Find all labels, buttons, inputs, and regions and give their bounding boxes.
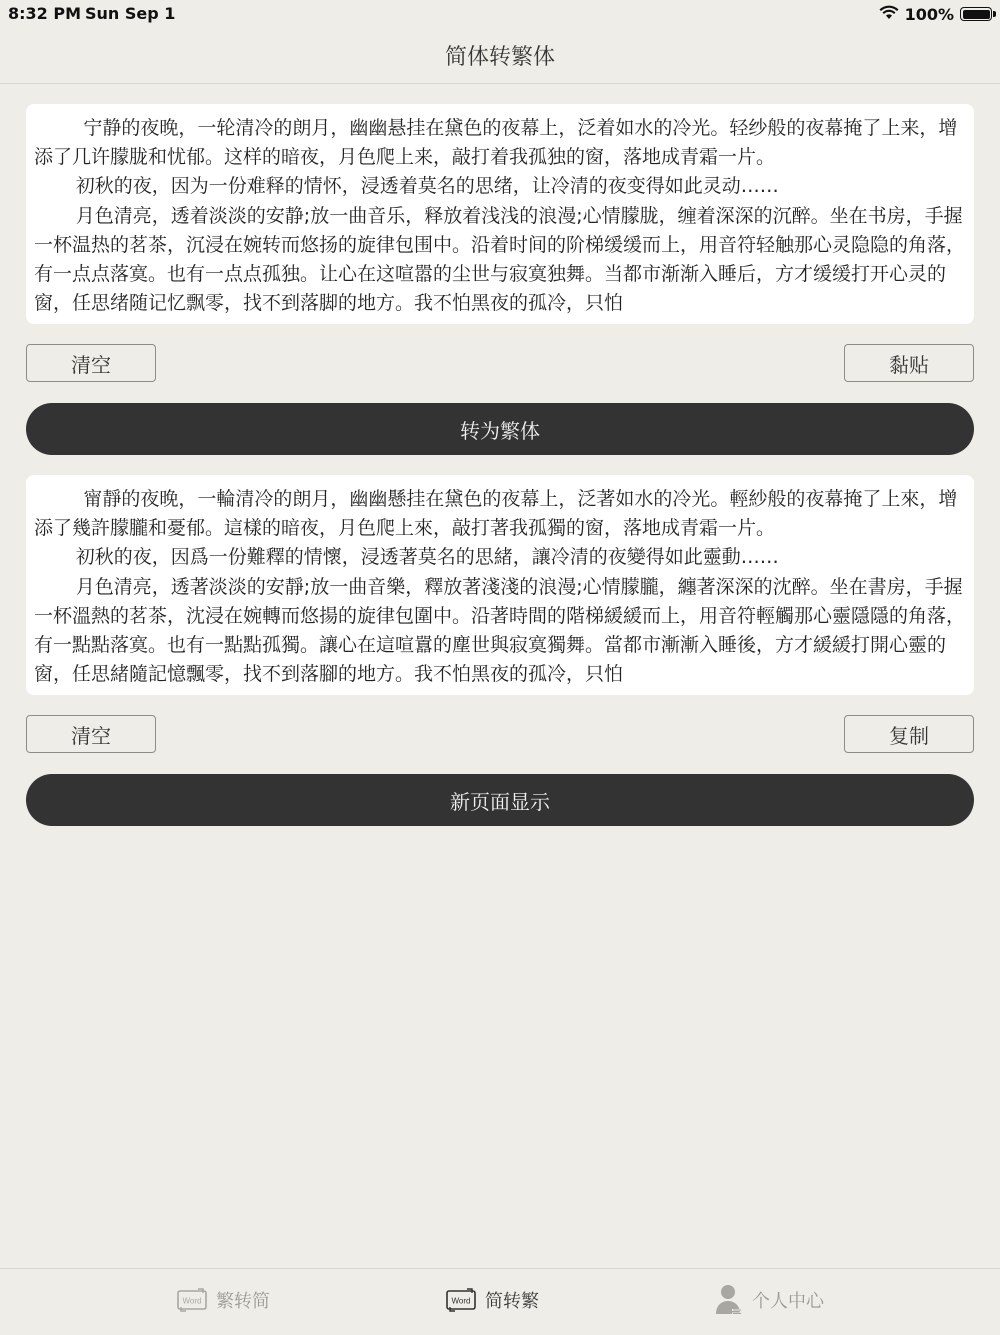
output-text-area[interactable] (26, 475, 974, 695)
tab-personal-center[interactable] (714, 1283, 824, 1317)
paste-button[interactable]: 黏贴 (844, 344, 974, 382)
status-bar (0, 0, 1000, 28)
clear-output-button[interactable]: 清空 (26, 715, 156, 753)
status-time: 8:32 PM (8, 4, 82, 23)
status-right (879, 4, 992, 24)
word-icon-text: Word (451, 1296, 471, 1306)
tab-traditional-to-simplified[interactable] (176, 1287, 270, 1313)
battery-fill (963, 10, 990, 19)
nav-bar (0, 28, 1000, 84)
battery-percent: 100% (904, 4, 954, 24)
status-date: Sun Sep 1 (85, 4, 176, 23)
tab-label: 简转繁 (485, 1291, 539, 1312)
copy-button[interactable]: 复制 (844, 715, 974, 753)
input-text-area[interactable] (26, 104, 974, 324)
tab-bar (0, 1268, 1000, 1335)
word-icon-text: Word (182, 1296, 202, 1306)
output-paragraph: 月色清亮，透著淡淡的安靜;放一曲音樂，釋放著淺淺的浪漫;心情朦朧，纏著深深的沈醉。坐在書房，手握一杯溫熱的茗茶，沈浸在婉轉而悠揚的旋律包圍中。沿著時間的階梯緩緩而上，用音符輕觸那心靈隱隱的角落，有一點點落寞。也有一點點孤獨。讓心在這喧囂的塵世與寂寞獨舞。當都市漸漸入睡後，方才緩緩打開心靈的窗，任思緒隨記憶飄零，找不到落腳的地方。我不怕黑夜的孤冷，只怕 (34, 575, 966, 686)
input-paragraph: 月色清亮，透着淡淡的安静;放一曲音乐，释放着浅浅的浪漫;心情朦胧，缠着深深的沉醉。坐在书房，手握一杯温热的茗茶，沉浸在婉转而悠扬的旋律包围中。沿着时间的阶梯缓缓而上，用音符轻触那心灵隐隐的角落，有一点点落寞。也有一点点孤独。让心在这喧嚣的尘世与寂寞独舞。当都市渐渐入睡后，方才缓缓打开心灵的窗，任思绪随记忆飘零，找不到落脚的地方。我不怕黑夜的孤冷，只怕 (34, 204, 966, 315)
input-paragraph: 宁静的夜晚，一轮清冷的朗月，幽幽悬挂在黛色的夜幕上，泛着如水的冷光。轻纱般的夜幕掩了上来，增添了几许朦胧和忧郁。这样的暗夜，月色爬上来，敲打着我孤独的窗，落地成青霜一片。 (34, 117, 958, 169)
word-convert-icon (176, 1288, 208, 1312)
output-paragraph: 甯靜的夜晚，一輪清冷的朗月，幽幽懸挂在黛色的夜幕上，泛著如水的冷光。輕紗般的夜幕掩了上來，增添了幾許朦朧和憂郁。這樣的暗夜，月色爬上來，敲打著我孤獨的窗，落地成青霜一片。 (34, 488, 958, 540)
word-convert-icon (445, 1288, 477, 1312)
tab-simplified-to-traditional[interactable] (445, 1287, 539, 1313)
wifi-icon (879, 4, 899, 24)
convert-button[interactable]: 转为繁体 (26, 403, 974, 455)
input-paragraph: 初秋的夜，因为一份难释的情怀，浸透着莫名的思绪，让冷清的夜变得如此灵动…… (75, 175, 779, 198)
tab-label: 个人中心 (752, 1291, 824, 1312)
tab-label: 繁转简 (216, 1291, 270, 1312)
new-page-display-button[interactable]: 新页面显示 (26, 774, 974, 826)
battery-icon (960, 7, 992, 21)
page-title: 简体转繁体 (444, 45, 555, 70)
output-text-content (26, 475, 974, 689)
input-text-content (26, 104, 974, 318)
output-paragraph: 初秋的夜，因爲一份難釋的情懷，浸透著莫名的思緒，讓冷清的夜變得如此靈動…… (75, 546, 779, 569)
clear-input-button[interactable]: 清空 (26, 344, 156, 382)
person-icon (714, 1283, 744, 1317)
